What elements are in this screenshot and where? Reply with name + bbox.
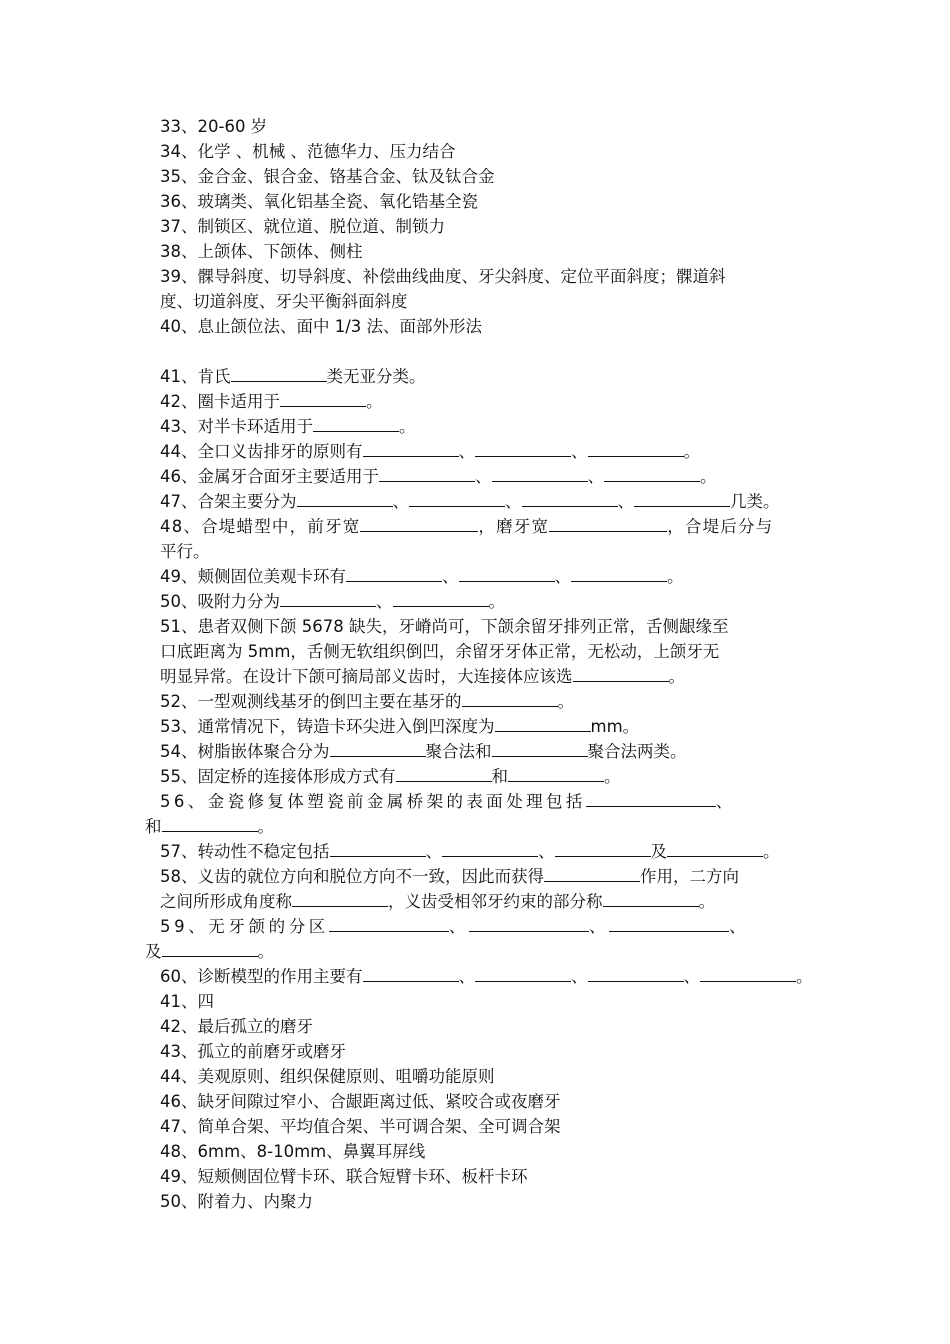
answer-47: 47、简单合架、平均值合架、半可调合架、全可调合架 [160,1117,561,1136]
answer-blank [495,714,591,732]
question-52: 52、一型观测线基牙的倒凹主要在基牙的 。 [160,689,574,714]
answer-blank [162,814,258,832]
answer-43: 43、孤立的前磨牙或磨牙 [160,1042,346,1061]
answer-blank [346,564,442,582]
answer-39-line2: 度、切道斜度、牙尖平衡斜面斜度 [160,292,408,311]
answer-blank [544,864,640,882]
answer-34: 34、化学 、机械 、范德华力、压力结合 [160,142,456,161]
answer-blank [604,464,700,482]
question-58-line2: 之间所形成角度称 ，义齿受相邻牙约束的部分称 。 [160,889,715,914]
answer-blank [442,839,538,857]
answer-blank [492,739,588,757]
answer-44: 44、美观原则、组织保健原则、咀嚼功能原则 [160,1067,495,1086]
answer-blank [162,939,258,957]
answer-49: 49、短颊侧固位臂卡环、联合短臂卡环、板杆卡环 [160,1167,528,1186]
question-54: 54、树脂嵌体聚合分为 聚合法和 聚合法两类。 [160,739,687,764]
answer-blank [329,914,449,932]
answer-blank [586,789,716,807]
answer-blank [700,964,796,982]
question-57: 57、转动性不稳定包括 、 、 及 。 [160,839,780,864]
answer-blank [588,964,684,982]
question-60: 60、诊断模型的作用主要有 、 、 、 。 [160,964,813,989]
answer-blank [462,689,558,707]
question-42: 42、圈卡适用于 。 [160,389,383,414]
question-44: 44、全口义齿排牙的原则有 、 、 。 [160,439,700,464]
answer-blank [292,889,388,907]
question-49: 49、颊侧固位美观卡环有 、 、 。 [160,564,684,589]
answer-blank [634,489,730,507]
question-53: 53、通常情况下，铸造卡环尖进入倒凹深度为 mm。 [160,714,639,739]
answer-blank [475,964,571,982]
question-51-line3: 明显异常。在设计下颌可摘局部义齿时，大连接体应该选 。 [160,664,685,689]
answer-blank [393,589,489,607]
answer-blank [609,914,729,932]
question-48-line1: 48、合堤蜡型中，前牙宽 ，磨牙宽 ，合堤后分与 [160,514,773,539]
answer-blank [360,514,478,532]
question-47: 47、合架主要分为 、 、 、 几类。 [160,489,780,514]
answer-41: 41、四 [160,992,214,1011]
answer-blank [588,439,684,457]
answer-blank [508,764,604,782]
answer-blank [571,564,667,582]
answer-blank [363,964,459,982]
answer-blank [667,839,763,857]
answer-blank [603,889,699,907]
answer-blank [396,764,492,782]
question-50: 50、吸附力分为 、 。 [160,589,505,614]
question-59-line2: 及 。 [145,939,274,964]
answer-blank [280,389,366,407]
answer-blank [330,839,426,857]
answer-blank [459,564,555,582]
answer-48: 48、6mm、8-10mm、鼻翼耳屏线 [160,1142,426,1161]
question-46: 46、金属牙合面牙主要适用于 、 、 。 [160,464,717,489]
answer-blank [475,439,571,457]
question-58-line1: 58、义齿的就位方向和脱位方向不一致，因此而获得 作用，二方向 [160,864,739,889]
question-51-line2: 口底距离为 5mm，舌侧无软组织倒凹，余留牙牙体正常，无松动，上颌牙无 [160,642,720,661]
answer-33: 33、20-60 岁 [160,117,268,136]
answer-blank [549,514,667,532]
question-41: 41、肯氏 类无亚分类。 [160,364,426,389]
answer-blank [330,739,426,757]
question-43: 43、对半卡环适用于 。 [160,414,416,439]
question-56-line1: 56、金瓷修复体塑瓷前金属桥架的表面处理包括 、 [160,789,736,814]
answer-blank [555,839,651,857]
question-51-line1: 51、患者双侧下颌 5678 缺失，牙嵴尚可，下颌余留牙排列正常，舌侧龈缘至 [160,617,729,636]
answer-46: 46、缺牙间隙过窄小、合龈距离过低、紧咬合或夜磨牙 [160,1092,561,1111]
question-56-line2: 和 。 [145,814,274,839]
answer-blank [469,914,589,932]
question-48-line2: 平行。 [160,542,210,561]
answer-blank [492,464,588,482]
answer-35: 35、金合金、银合金、铬基合金、钛及钛合金 [160,167,495,186]
answer-blank [297,489,393,507]
answer-blank [522,489,618,507]
answer-blank [379,464,475,482]
answer-blank [231,364,327,382]
answer-blank [409,489,505,507]
answer-blank [280,589,376,607]
answer-36: 36、玻璃类、氧化铝基全瓷、氧化锆基全瓷 [160,192,478,211]
answer-42: 42、最后孤立的磨牙 [160,1017,313,1036]
answer-39-line1: 39、髁导斜度、切导斜度、补偿曲线曲度、牙尖斜度、定位平面斜度；髁道斜 [160,267,726,286]
answer-37: 37、制锁区、就位道、脱位道、制锁力 [160,217,445,236]
answer-40: 40、息止颌位法、面中 1/3 法、面部外形法 [160,317,483,336]
answer-blank [573,664,669,682]
question-59-line1: 59、无牙颌的分区 、 、 、 [160,914,749,939]
answer-50: 50、附着力、内聚力 [160,1192,313,1211]
question-55: 55、固定桥的连接体形成方式有 和 。 [160,764,621,789]
answer-blank [313,414,399,432]
answer-38: 38、上颌体、下颌体、侧柱 [160,242,363,261]
answer-blank [363,439,459,457]
